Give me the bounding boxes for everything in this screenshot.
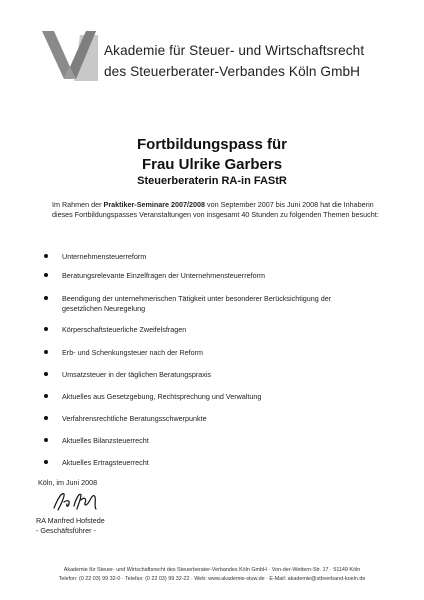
bullet-icon [44,273,48,277]
topic-text: Aktuelles Ertragsteuerrecht [62,458,149,467]
place-date: Köln, im Juni 2008 [38,478,98,487]
topic-text: Aktuelles aus Gesetzgebung, Rechtsprechung und Verwaltung [62,392,262,401]
topic-text: Beendigung der unternehmerischen Tätigkeit unter besonderer Berücksichtigung der gesetzlichen Neuregelung [62,294,332,313]
intro-part1: Im Rahmen der [52,200,104,209]
bullet-icon [44,416,48,420]
bullet-icon [44,350,48,354]
footer [0,566,424,583]
bullet-icon [44,372,48,376]
topic-text: Umsatzsteuer in der täglichen Beratungspraxis [62,370,212,379]
signer-block [36,516,105,536]
topic-text: Unternehmensteuerreform [62,252,147,261]
seminar-name: Praktiker-Seminare 2007/2008 [103,200,206,209]
recipient-profession: Steuerberaterin RA-in FAStR [137,175,287,187]
bullet-icon [44,254,48,258]
intro-part2: von September 2007 bis Juni 2008 hat die Inhaberin dieses Fortbildungspasses Veranstaltungen von insgesamt 40 Stunden zu folgenden Themen besucht: [52,200,379,219]
academy-name-line1: Akademie für Steuer- und Wirtschaftsrecht [104,43,365,58]
footer-contact: Telefon: (0 22 03) 99 32-0 · Telefax: (0 22 03) 99 32-22 · Web: www.akademie-stuw.de · E-Mail: akademie@stbverband-koeln.de [58,575,366,582]
bullet-icon [44,394,48,398]
bullet-icon [44,296,48,300]
bullet-icon [44,460,48,464]
topic-text: Körperschaftsteuerliche Zweifelsfragen [62,325,187,334]
topic-text: Erb- und Schenkungsteuer nach der Reform [62,348,204,357]
intro-paragraph [52,200,382,219]
footer-address: Akademie für Steuer- und Wirtschaftsrecht des Steuerberater-Verbandes Köln GmbH · Von-der-Wettern-Str. 17 · 51149 Köln [63,567,361,573]
signer-role: - Geschäftsführer - [36,526,96,535]
academy-name-line2: des Steuerberater-Verbandes Köln GmbH [104,64,361,79]
academy-logo-icon [40,29,102,83]
handwritten-signature [50,488,106,514]
recipient-name: Frau Ulrike Garbers [141,156,283,173]
academy-name [104,40,364,82]
topic-text: Beratungsrelevante Einzelfragen der Unternehmensteuerreform [62,271,265,280]
topic-text: Verfahrensrechtliche Beratungsschwerpunkte [62,414,207,423]
certificate-title: Fortbildungspass für [137,136,287,153]
bullet-icon [44,327,48,331]
topic-text: Aktuelles Bilanzsteuerrecht [62,436,149,445]
bullet-icon [44,438,48,442]
signer-name: RA Manfred Hofstede [36,516,105,525]
